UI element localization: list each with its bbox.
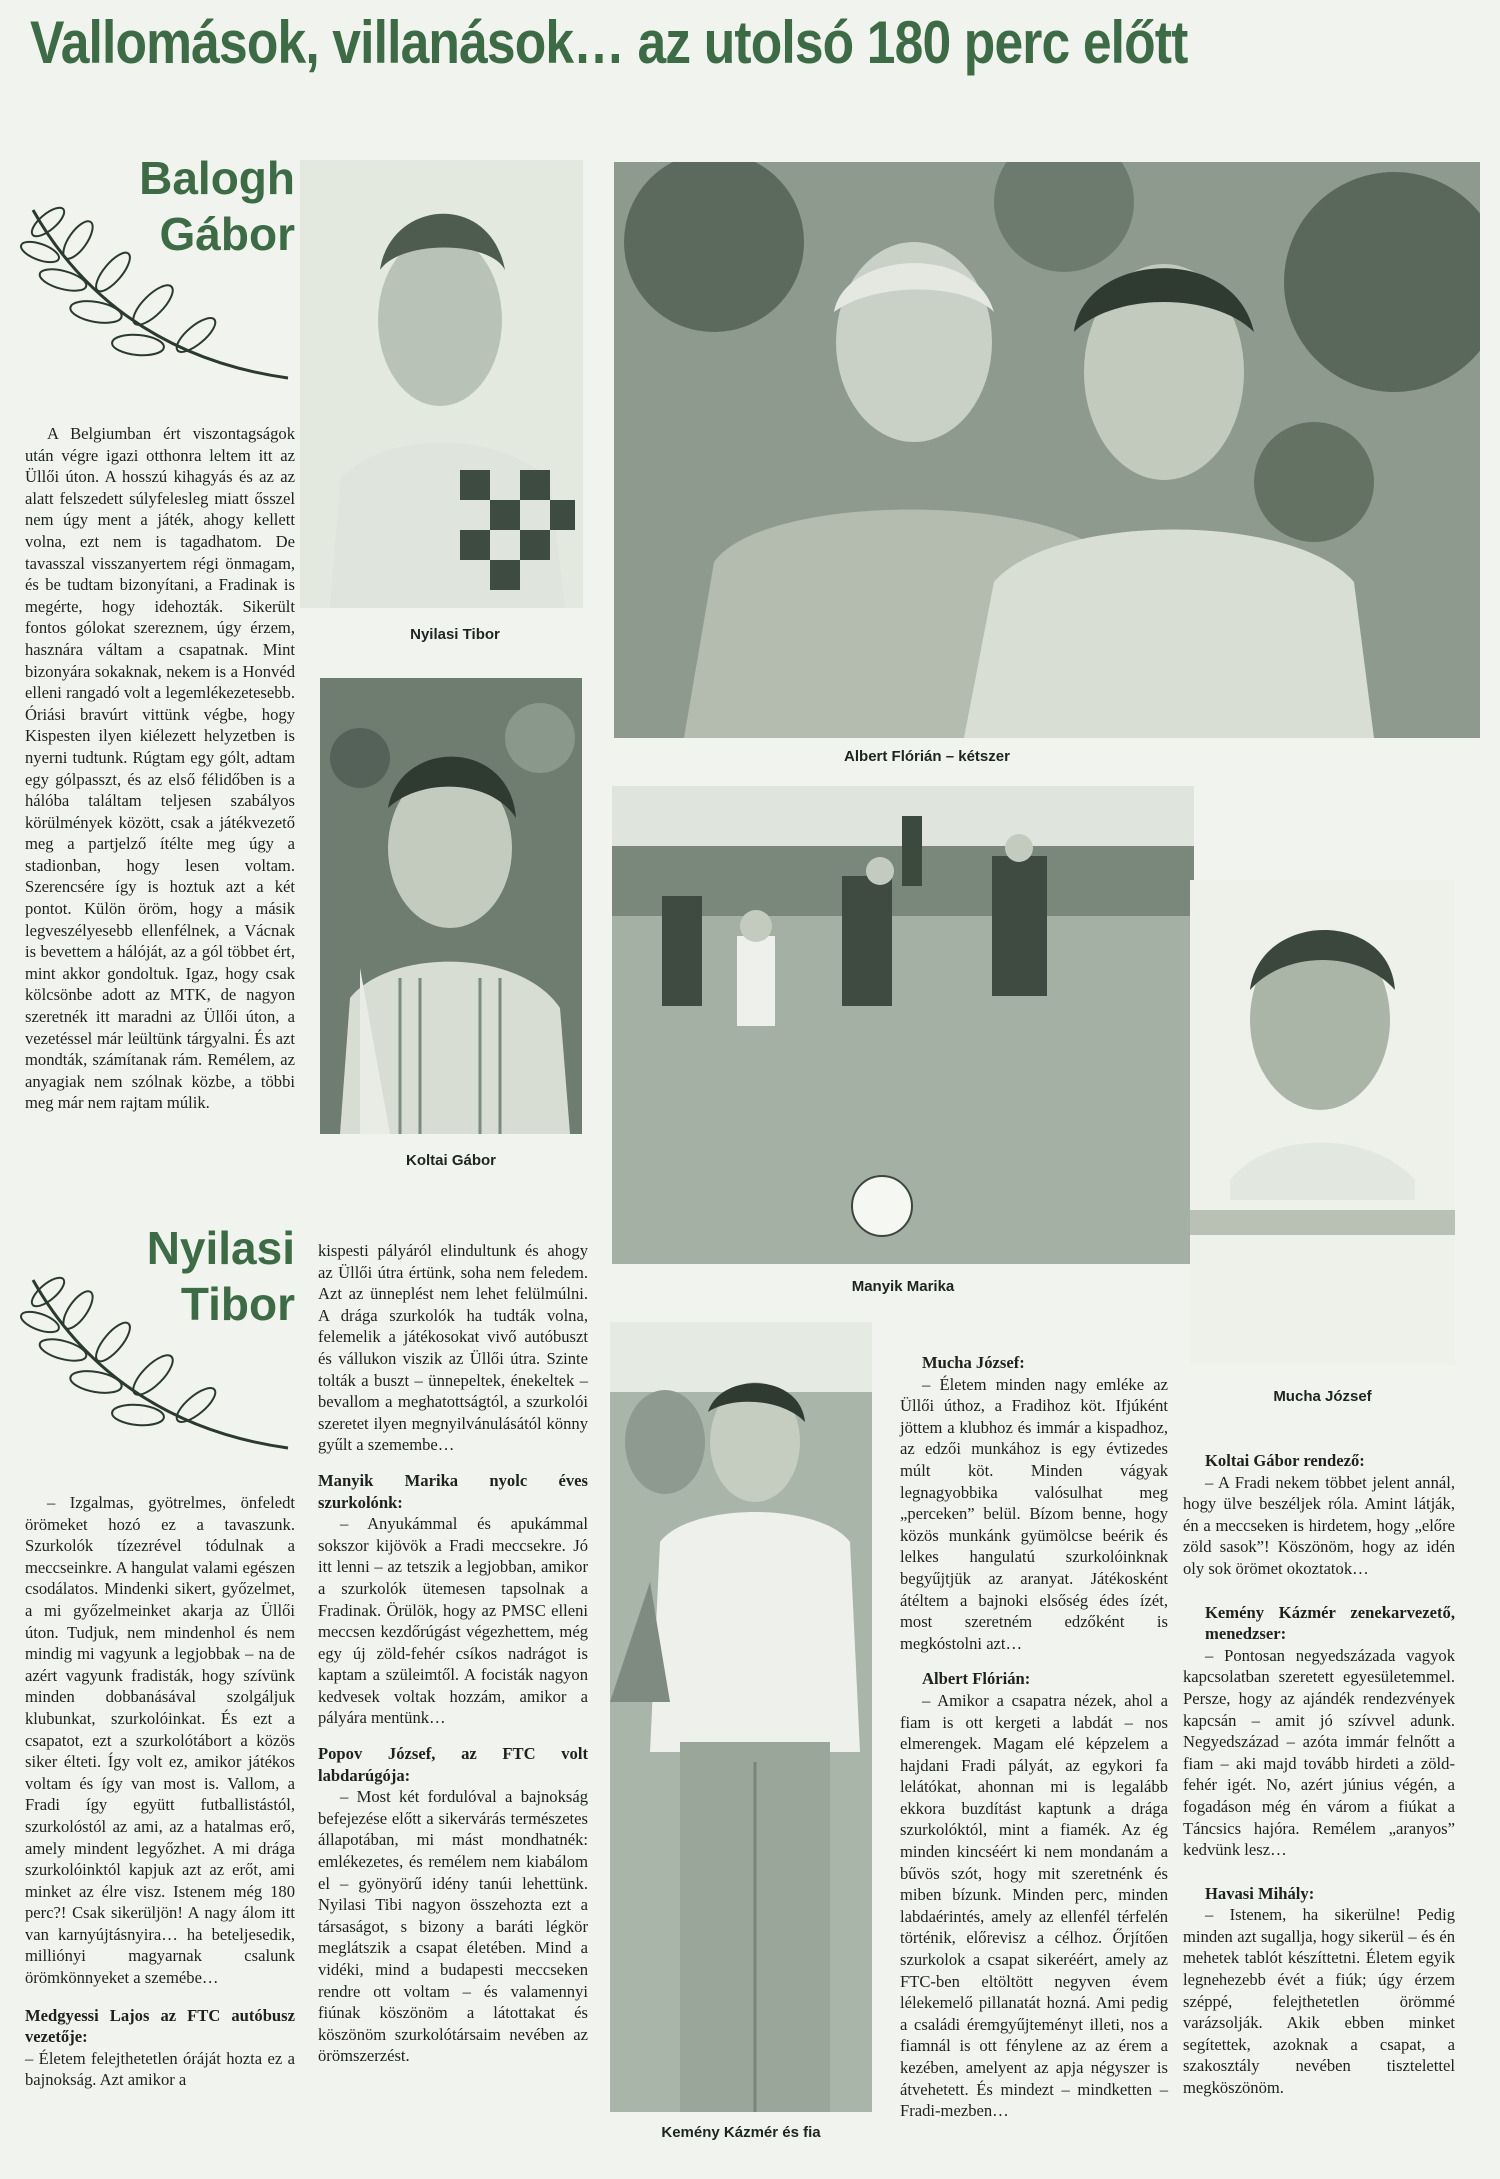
kemeny-text: – Pontosan negyedszázada vagyok kapcsolatban szeretett egyesületemmel. Persze, hogy az ajándék rendezvények kapcsán – amit jó szívvel adunk. Negyedszázad – azóta immár felnőtt a fiam – aki majd tovább hirdeti a zöld-fehér igét. No, azért június végén, a fogadáson még én várom a fiúkat a Táncsics hajóra. Remélem „aranyos” kedvünk lesz… <box>1183 1645 1455 1860</box>
medgyessi-text-cont: kispesti pályáról elindultunk és ahogy az Üllői útra értünk, soha nem feledem. Azt az ünneplést nem lehet felülmúlni. A drága szurkolók ha tudták volna, felemelik a játékosokat vivő autóbuszt és vállukon viszik az Üllői útra. Szinte tolták a buszt – ünnepeltek, énekeltek – bevallom a meghatottságtól, a szurkolói szeretet ilyen megnyilvánulásától könny gyűlt a szemembe… <box>318 1241 588 1455</box>
balogh-heading-line2: Gábor <box>159 208 295 260</box>
popov-text: – Most két fordulóval a bajnokság befejezése előtt a sikervárás természetes állapotában, mi mást mondhatnék: emlékezetes, és remélem nem kiabálom el – gyönyörű idény tanúi lehettünk. Nyilasi Tibi nagyon összehozta ezt a társaságot, s bizony a baráti légkör meglátszik a csapat életében. Mind a vidéki, mind a budapesti meccseken rendre ott voltam – és valamennyi fiúnak köszönöm a látottakat és köszönöm szurkolótársaim nevében az örömszerzést. <box>318 1787 588 2066</box>
mucha-photo-caption: Mucha József <box>1273 1388 1372 1405</box>
havasi-label: Havasi Mihály: <box>1205 1883 1315 1903</box>
medgyessi-label: Medgyessi Lajos az FTC autóbusz vezetője: <box>25 2005 295 2047</box>
nyilasi-paragraph: – Izgalmas, gyötrelmes, önfeledt örömeket hozó ez a tavaszunk. Szurkolók tízezrével tódulnak a meccseinkre. A hangulat valami egészen csodálatos. Mindenki sikert, győzelmet, a mi győzelmeinket akarja az Üllői úton. Tudjuk, nem mindenhol és nem mindig mi vagyunk a legjobbak – na de azért vagyunk fradisták, hogy szívünk minden dobbanásával szolgáljuk klubunkat, szurkolóinkat. És ezt a csapatot, ezt a szurkolótábort a közös siker élteti. Így volt ez, amikor játékos voltam és így van most is. Vallom, a Fradi így együtt futballistástól, szurkolóstól az ami, az a hatalmas erő, amely mindent legyőzhet. A mi drága szurkolóinktól kapjuk azt az erőt, ami minket az élre visz. Istenem még 180 perc?! Csak sikerüljön! A nagy álom itt van karnyújtásnyira… ha beteljesedik, milliónyi magyarnak csalunk örömkönnyeket a szemébe… <box>25 1493 295 1988</box>
manyik-photo-caption: Manyik Marika <box>851 1278 955 1295</box>
balogh-paragraph: A Belgiumban ért viszontagságok után végre igazi otthonra leltem itt az Üllői úton. A hosszú kihagyás és az az alatt felszedett súlyfelesleg miatt ősszel nem úgy ment a játék, ahogy kellett volna, ezt nem is tagadhatom. De tavasszal visszanyertem régi önmagam, és be tudtam bizonyítani, a Fradinak is megérte, hogy idehozták. Sikerült fontos gólokat szereznem, úgy érzem, hasznára váltam a csapatnak. Mint bizonyára sokaknak, nekem is a Honvéd elleni rangadó volt a legemlékezetesebb. Óriási bravúrt vittünk végbe, hogy Kispesten ilyen kiélezett helyzetben is nyerni tudtunk. Rúgtam egy gólt, adtam egy gólpasszt, és az első félidőben is a hálóba találtam teljesen szabályos körülmények között, csak a játékvezető meg a partjelző ítélte meg úgy a stadionban, hogy lesen voltam. Szerencsére így is hoztuk azt a két pontot. Külön öröm, hogy a másik legveszélyesebb ellenfélnek, a Vácnak is bevettem a hálóját, az a gól többet ért, mint akkor gondoltuk. Igaz, hogy csak kölcsönbe adott az MTK, de nagyon szeretnék itt maradni az Üllői úton, a vezetéssel már leültünk tárgyalni. És azt mondták, számítanak rám. Remélem, az anyagiak nem szólnak közbe, a többi meg már nem rajtam múlik. <box>25 424 295 1113</box>
laurel-branch-icon <box>18 200 293 390</box>
manyik-photo <box>612 786 1194 1264</box>
havasi-text: – Istenem, ha sikerülne! Pedig minden azt sugallja, hogy sikerül – és én mehetek tablót készíttetni. Életem egyik legnehezebb évét a fiúk; úgy érzem széppé, felejthetetlen örömmé varázsolják. Akik ebben minket segítettek, azoknak a csapat, a szakosztály nevében tisztelettel megköszönöm. <box>1183 1905 1455 2098</box>
balogh-article <box>25 423 295 1114</box>
albert-text: – Amikor a csapatra nézek, ahol a fiam is ott kergeti a labdát – nos elmerengek. Magam elé képzelem a hajdani Fradi pályát, az egykori fa lelátókat, ahonnan mi is legalább ekkora buzdítást kaptunk a drága szurkolóktól, mint a fiamék. Az ég minden kincséért ki nem mondanám a bűvös szót, hogy mit szeretnénk és miben bízunk. Minden perc, minden labdaérintés, amely az ellenfél térfelén történik, előrevisz a célhoz. Őrjítően szurkolok a csapat sikeréért, amely az FTC-ben eltöltött negyven évem lélekemelő pillanatát hozná. Ami pedig a családi éremgyűjteményt illeti, nos a fiamnál is ott fénylene az az érem a kezében, amelyent az apja négyszer is átvehetett. És mindezt – mindketten – Fradi-mezben… <box>900 1690 1168 2121</box>
manyik-text: – Anyukámmal és apukámmal sokszor kijövök a Fradi meccsekre. Jó itt lenni – az tetszik a legjobban, amikor a szurkolók ütemesen tapsolnak a Fradinak. Örülök, hogy az PMSC elleni meccsen kezdőrúgást végezhettem, még egy új zöld-fehér csíkos nadrágot is kaptam a szüleimtől. A focisták nagyon kedvesek voltak hozzám, amikor a pályára mentünk… <box>318 1514 588 1728</box>
albert-photo-caption: Albert Flórián – kétszer <box>844 748 1010 765</box>
mucha-text: – Életem minden nagy emléke az Üllői úthoz, a Fradihoz köt. Ifjúként jöttem a klubhoz és immár a kispadhoz, az edzői munkához is egy évtizedes múlt köt. Minden vágyak legnagyobbika valósulhat meg „perceken” belül. Bízom benne, hogy közös munkánk gyümölcse beérik és lelkes hangulatú szurkolóinknak begyűjtjük az aranyat. Játékosként átéltem a bajnoki elsőség édes ízét, most szeretném edzőként is megkóstolni azt… <box>900 1374 1168 1653</box>
nyilasi-article <box>25 1492 295 2091</box>
kemeny-father-son-image <box>610 1322 872 2112</box>
balogh-heading-line1: Balogh <box>139 152 295 204</box>
kemeny-photo-caption: Kemény Kázmér és fia <box>661 2124 821 2141</box>
nyilasi-heading-line1: Nyilasi <box>146 1222 295 1274</box>
albert-photo <box>614 162 1480 738</box>
nyilasi-heading-line2: Tibor <box>180 1278 295 1330</box>
koltai-portrait-image <box>320 678 582 1134</box>
manyik-stadium-image <box>612 786 1194 1264</box>
kemeny-photo <box>610 1322 872 2112</box>
right-column-article <box>1183 1450 1455 2099</box>
popov-label: Popov József, az FTC volt labdarúgója: <box>318 1744 588 1785</box>
albert-label: Albert Flórián: <box>922 1669 1031 1689</box>
middle-column-article <box>318 1240 588 2067</box>
mucha-label: Mucha József: <box>922 1353 1025 1372</box>
laurel-branch-icon <box>18 1270 293 1460</box>
koltai-label: Koltai Gábor rendező: <box>1205 1451 1365 1470</box>
albert-father-son-image <box>614 162 1480 738</box>
nyilasi-photo-caption: Nyilasi Tibor <box>410 626 500 643</box>
nyilasi-photo <box>300 160 583 608</box>
manyik-label: Manyik Marika nyolc éves szurkolónk: <box>318 1470 588 1512</box>
koltai-text: – A Fradi nekem többet jelent annál, hogy ülve beszéljek róla. Amint látják, én a meccseken is hirdetem, hogy „előre zöld sasok”! Köszönöm, hogy az idén oly sok örömet okoztatok… <box>1183 1472 1455 1578</box>
page-headline: Vallomások, villanások… az utolsó 180 perc előtt <box>30 9 1188 76</box>
nyilasi-portrait-image <box>300 160 583 608</box>
mucha-photo <box>1190 880 1455 1365</box>
kemeny-label: Kemény Kázmér zenekarvezető, menedzser: <box>1205 1602 1455 1644</box>
medgyessi-text-start: – Életem felejthetetlen óráját hozta ez a bajnokság. Azt amikor a <box>25 2048 295 2090</box>
koltai-photo-caption: Koltai Gábor <box>405 1152 496 1169</box>
koltai-photo <box>320 678 582 1134</box>
mucha-portrait-image <box>1190 880 1455 1365</box>
mucha-albert-column <box>900 1352 1168 2122</box>
